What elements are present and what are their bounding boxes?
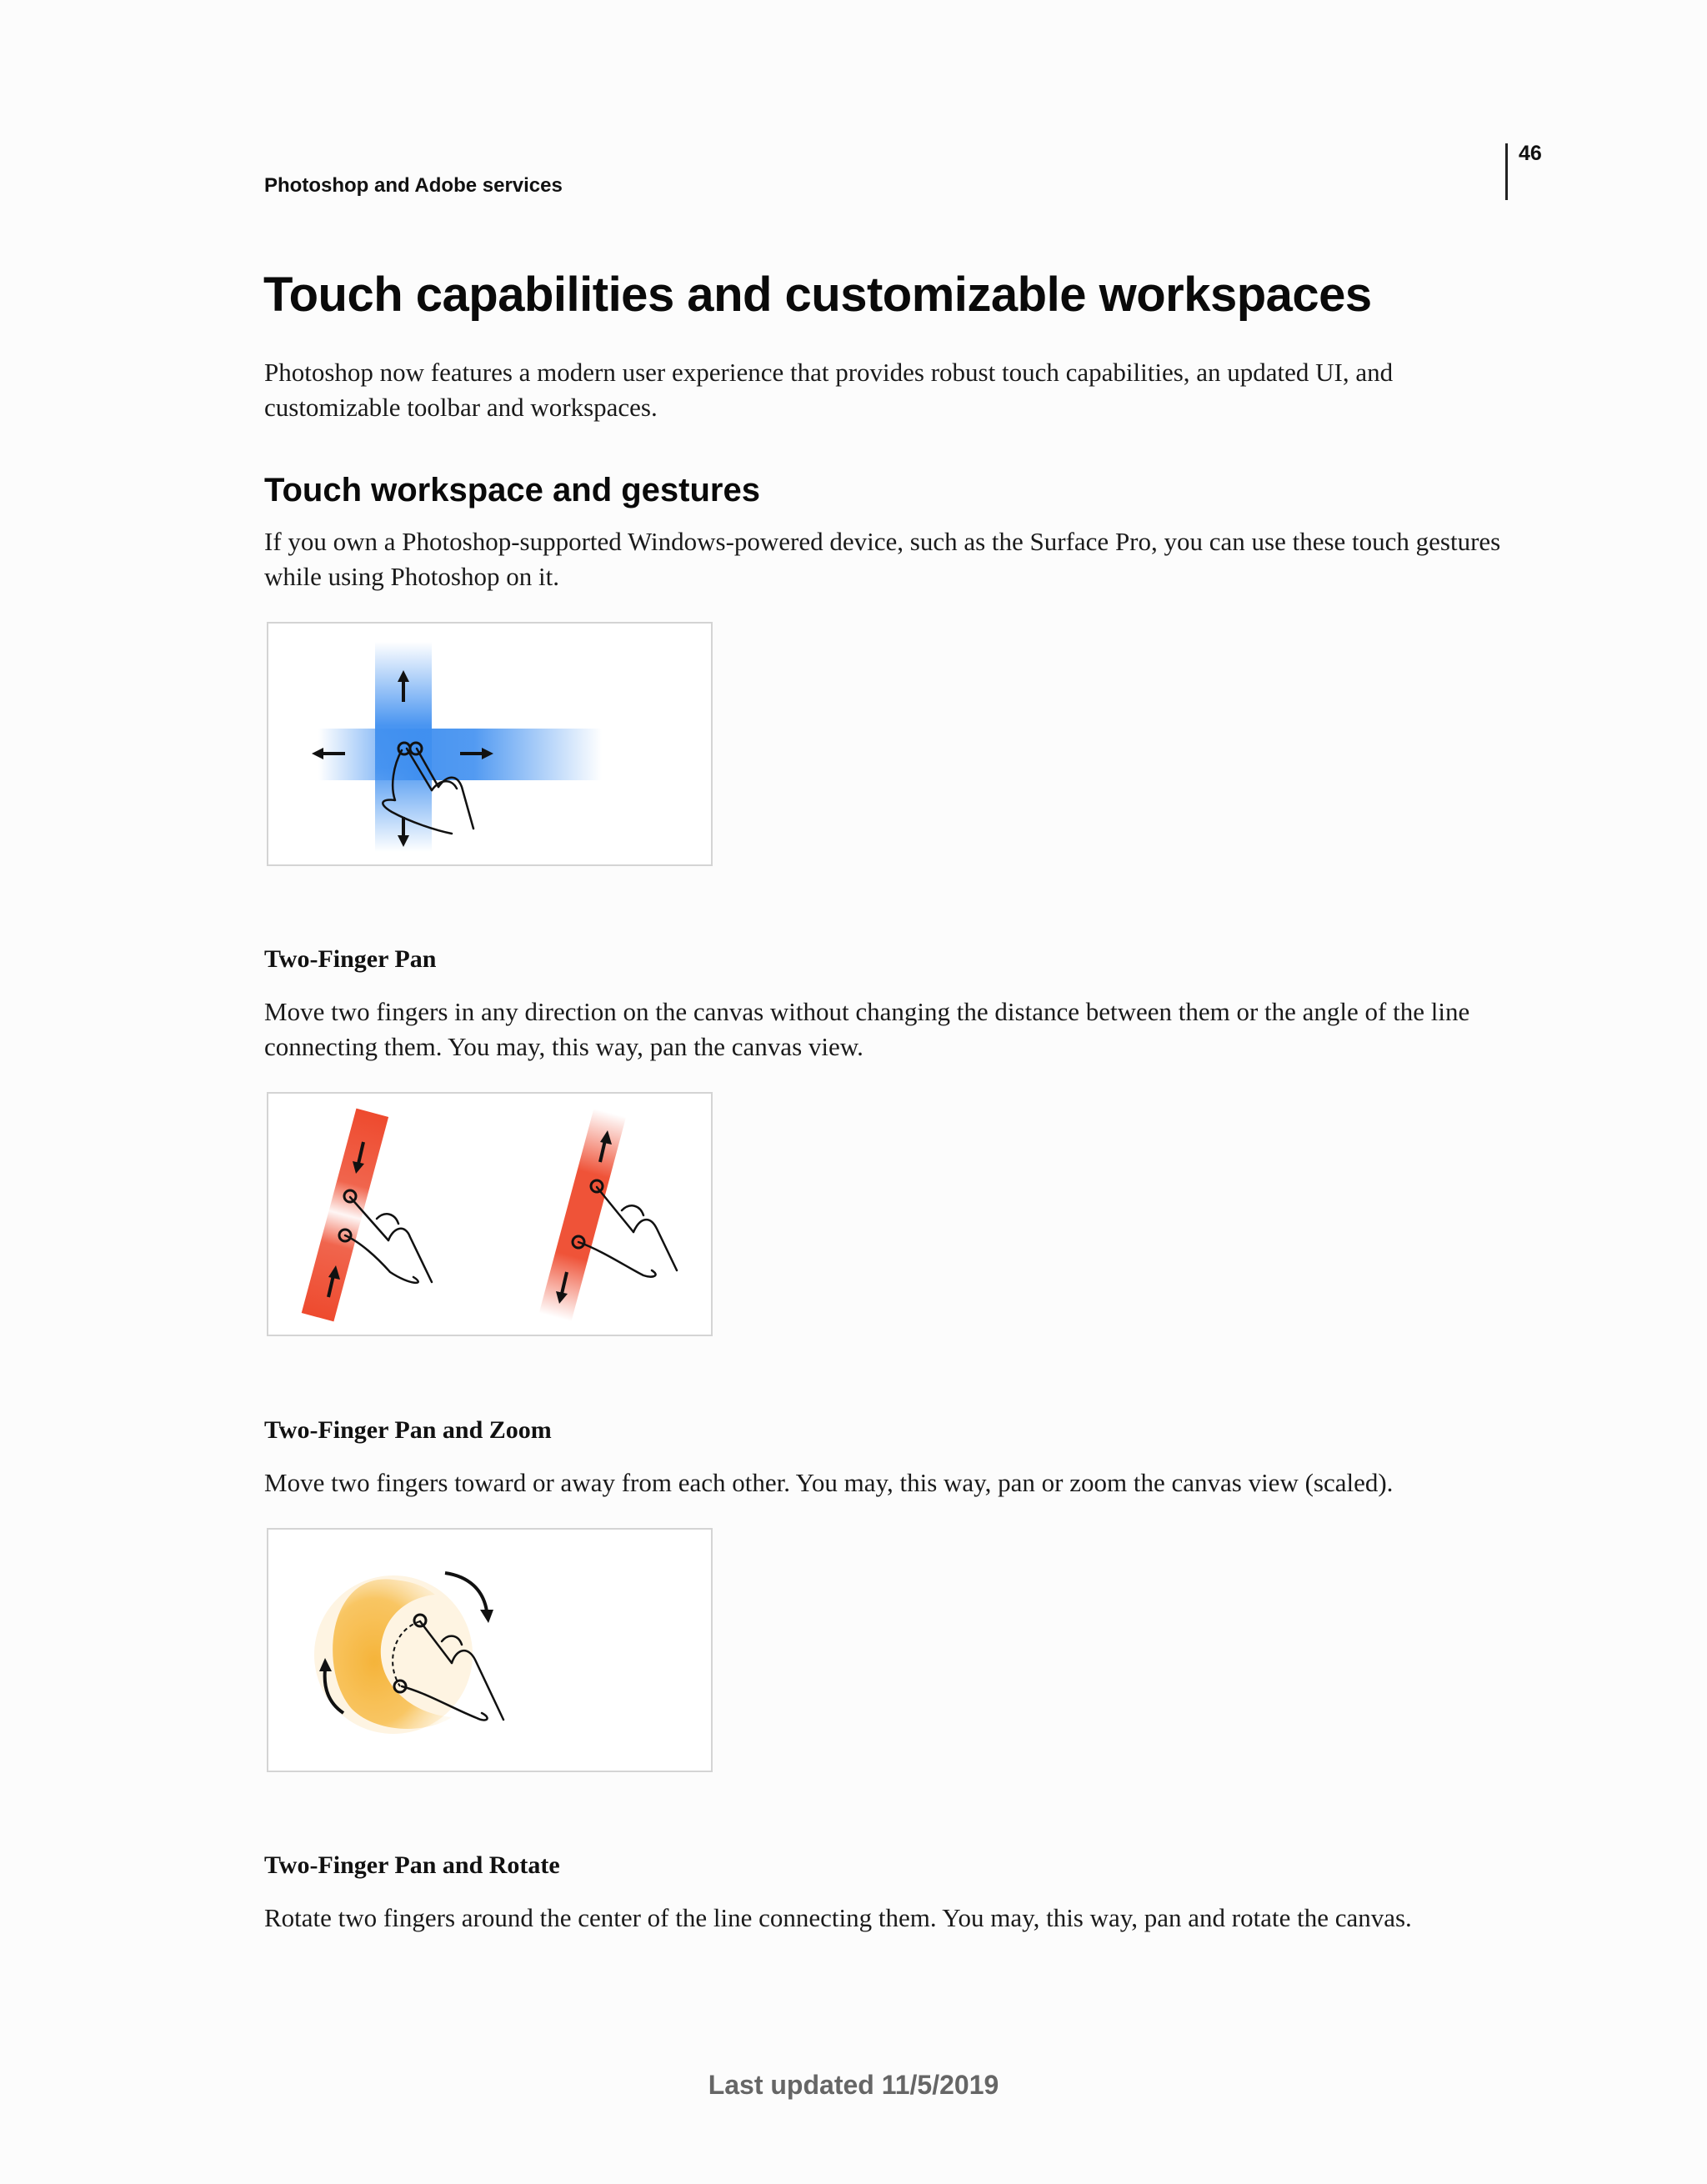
section-paragraph: If you own a Photoshop-supported Windows-powered device, such as the Surface Pro, you can use these touch gestures while using Photoshop on it. [264, 527, 1501, 591]
page-title: Touch capabilities and customizable workspaces [263, 268, 1372, 322]
gesture-description-pan: Move two fingers in any direction on the canvas without changing the distance between them or the angle of the line connecting them. You may, this way, pan the canvas view. [264, 997, 1470, 1061]
gesture-description-rotate: Rotate two fingers around the center of the line connecting them. You may, this way, pan and rotate the canvas. [264, 1903, 1412, 1932]
page-number-rule [1505, 143, 1508, 200]
gesture-description-zoom: Move two fingers toward or away from each other. You may, this way, pan or zoom the canvas view (scaled). [264, 1468, 1394, 1497]
section-heading: Touch workspace and gestures [264, 472, 760, 508]
gesture-title-zoom: Two-Finger Pan and Zoom [264, 1416, 552, 1444]
two-finger-zoom-illustration [267, 1092, 713, 1336]
gesture-title-rotate: Two-Finger Pan and Rotate [264, 1851, 560, 1879]
zoom-band-spread [539, 1109, 626, 1322]
last-updated-footer: Last updated 11/5/2019 [708, 2070, 999, 2100]
gesture-title-pan: Two-Finger Pan [264, 945, 437, 973]
page-number: 46 [1519, 142, 1542, 165]
two-finger-pan-illustration [267, 622, 713, 866]
zoom-band-pinch [302, 1109, 388, 1322]
intro-paragraph: Photoshop now features a modern user experience that provides robust touch capabilities, an updated UI, and customizable toolbar and workspaces. [264, 358, 1394, 422]
running-header: Photoshop and Adobe services [264, 174, 563, 197]
two-finger-rotate-illustration [267, 1528, 713, 1772]
